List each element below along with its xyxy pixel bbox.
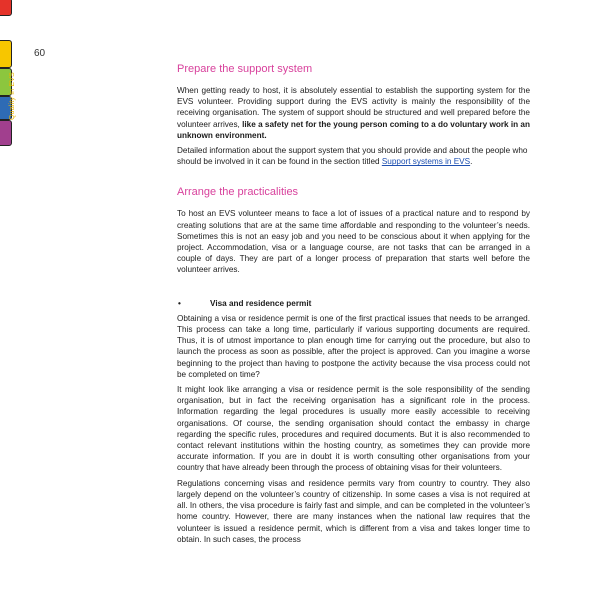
visa-paragraph-2: It might look like arranging a visa or residence permit is the sole responsibility of the sending organisation, but in fact the receiving organisation has a significant role in the process. Information regarding the legal procedures is usually more easily accessible to receiving organisations. Of course, the sending organisation should contact the embassy in charge regarding the specific rules, procedures and required documents. But it is also recommended to contact relevant institutions within the hosting country, as sometimes they can provide more accurate information. If you are in doubt it is worth consulting other organisations from your country that have already been through the process of obtaining visas for their volunteers.: [177, 385, 530, 473]
heading-prepare-support: Prepare the support system: [177, 63, 313, 75]
page-number: 60: [34, 48, 46, 59]
visa-paragraph-3: Regulations concerning visas and residence permits vary from country to country. They also largely depend on the volunteer’s country of citizenship. In some cases a visa is not required at all. In others, the visa procedure is fairly fast and simple, and can be completed in the volunteer’s home country. However, there are many instances when the national law requires that the volunteer is issued a residence permit, which is different from a visa and takes longer time to obtain. In such cases, the process: [177, 478, 530, 544]
support-systems-link[interactable]: Support systems in EVS: [381, 157, 471, 167]
support-paragraph-1: [177, 85, 530, 141]
side-label: Quality in EVS: [9, 72, 16, 120]
practicalities-paragraph: To host an EVS volunteer means to face a lot of issues of a practical nature and to respond by creating solutions that are at the same time affordable and responding to the volunteer’s needs. Sometimes this is not an easy job and you need to be conscious about it when applying for the project. Accommodation, visa or a language course, are not tasks that can be arranged in a couple of days. They are part of a longer process of preparation that starts well before the volunteer arrives.: [177, 209, 530, 275]
support-paragraph-1-bold: like a safety net for the young person coming to a do voluntary work in an unknown environment.: [177, 119, 530, 140]
bullet-icon: •: [178, 298, 181, 308]
page-content: [177, 62, 530, 549]
tab-red: [0, 0, 12, 16]
support-paragraph-2-end: .: [470, 157, 473, 167]
support-paragraph-2: [177, 145, 530, 167]
tab-purple: [0, 120, 12, 146]
heading-arrange-practicalities: Arrange the practicalities: [177, 186, 299, 199]
visa-title: Visa and residence permit: [210, 298, 312, 308]
visa-paragraph-1: Obtaining a visa or residence permit is one of the first practical issues that needs to be arranged. This process can take a long time, particularly if various supporting documents are required. Thus, it is of utmost importance to plan enough time for carrying out the procedure, but also to launch the process as soon as possible, after the project is approved. Can you imagine a worse beginning to the project than having to postpone the activity because the visa process could not be completed on time?: [177, 313, 530, 379]
support-paragraph-2-text: Detailed information about the support system that you should provide and about the people who should be involved in it can be found in the section titled: [177, 146, 528, 167]
tab-yellow: [0, 40, 12, 68]
support-paragraph-1-text: When getting ready to host, it is absolutely essential to establish the supporting system for the EVS volunteer. Providing support during the EVS activity is mainly the responsibility of the receiving organisation. The system of support should be structured and well prepared before the volunteer arrives,: [177, 86, 530, 129]
visa-bullet-heading: [177, 298, 530, 309]
